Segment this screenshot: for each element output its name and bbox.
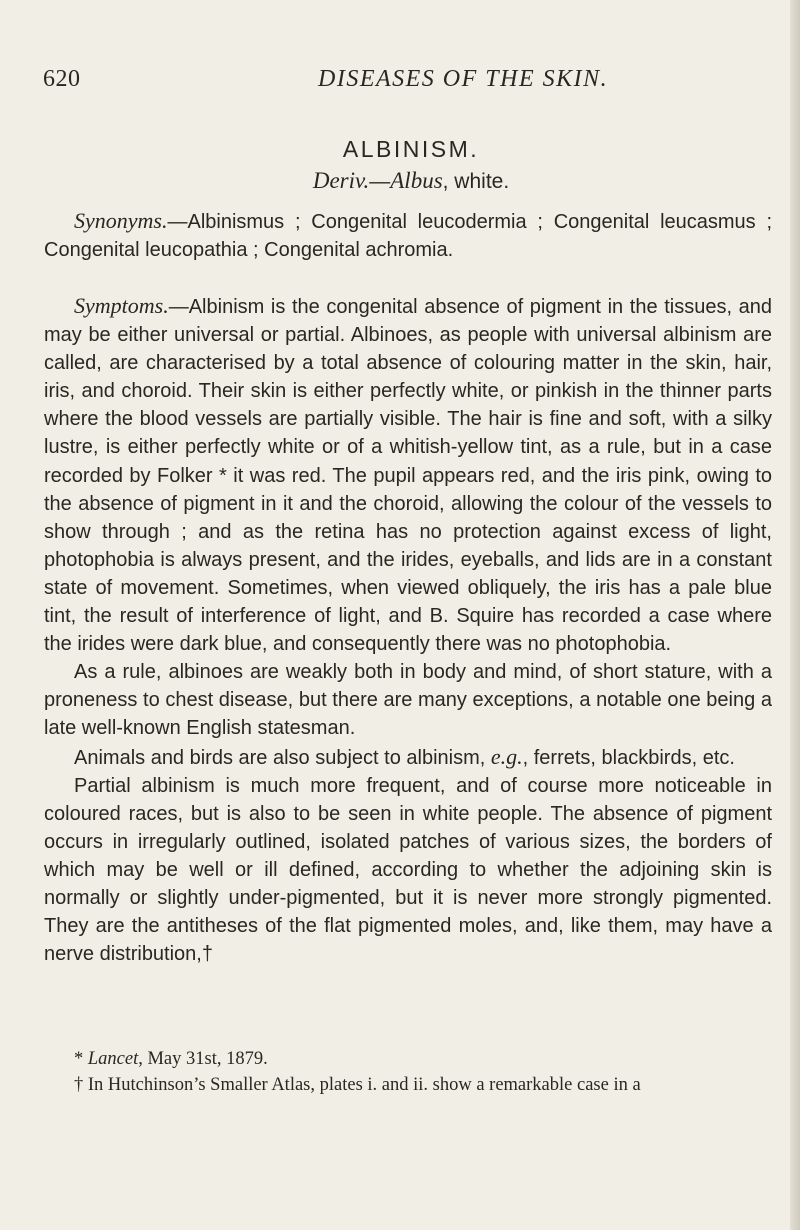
deriv-label: Deriv. [312,168,370,193]
footnote-1-text: , May 31st, 1879. [138,1049,268,1069]
synonyms-paragraph [44,207,772,264]
symptoms-paragraph [44,292,772,658]
running-head: DISEASES OF THE SKIN. [318,66,609,92]
deriv-dash: — [369,170,391,193]
page-header [0,66,800,98]
symptoms-block [44,292,772,968]
stature-paragraph: As a rule, albinoes are weakly both in body and mind, of short stature, with a proneness to chest disease, but there are many exceptions, a notable one being a late well-known English statesman. [44,661,772,740]
page-number: 620 [43,66,81,92]
animals-paragraph [44,743,772,772]
derivation-line [0,168,800,194]
footnote-1-source: Lancet [87,1049,139,1069]
footnote-1-marker: * [74,1049,88,1069]
synonyms-label: Synonyms. [74,208,168,233]
symptoms-label: Symptoms. [74,293,169,318]
synonyms-block [44,207,772,264]
animals-eg: e.g. [490,743,523,769]
deriv-term: Albus [390,168,443,193]
animals-text-before: Animals and birds are also subject to albinism, [74,746,491,769]
partial-albinism-paragraph: Partial albinism is much more frequent, and of course more noticeable in coloured races, but is also to be seen in white people. The absence of pigment occurs in irregularly outlined, isolated patches of various sizes, the borders of which may be well or ill defined, according to whether the adjoining skin is normally or slightly under-pigmented, but it is never more strongly pigmented. They are the antitheses of the flat pigmented moles, and, like them, may have a nerve distribution,† [44,774,772,966]
footnote-1 [44,1046,772,1072]
animals-text-after: , ferrets, blackbirds, etc. [522,746,735,769]
footnotes [44,1046,772,1098]
synonyms-text: —Albinismus ; Congenital leucodermia ; Congenital leucasmus ; Congenital leucopathia ; Congenital achromia. [44,211,772,262]
section-title: ALBINISM. [342,136,480,162]
deriv-meaning: , white. [442,170,510,193]
footnote-2: † In Hutchinson’s Smaller Atlas, plates i. and ii. show a remarkable case in a [74,1075,641,1095]
symptoms-text: —Albinism is the congenital absence of pigment in the tissues, and may be either universal or partial. Albinoes, as people with universal albinism are called, are characterised by a total absence of colouring matter in the skin, hair, iris, and choroid. Their skin is either perfectly white, or pinkish in the thinner parts where the blood vessels are partially visible. The hair is fine and soft, with a silky lustre, is either perfectly white or of a whitish-yellow tint, as a rule, but in a case recorded by Folker * it was red. The pupil appears red, and the iris pink, owing to the absence of pigment in it and the choroid, allowing the colour of the vessels to show through ; and as the retina has no protection against excess of light, photophobia is always present, and the irides, eyeballs, and lids are in a constant state of movement. Sometimes, when viewed obliquely, the iris has a pale blue tint, the result of interference of light, and B. Squire has recorded a case where the irides were dark blue, and consequently there was no photophobia. [44,296,772,656]
